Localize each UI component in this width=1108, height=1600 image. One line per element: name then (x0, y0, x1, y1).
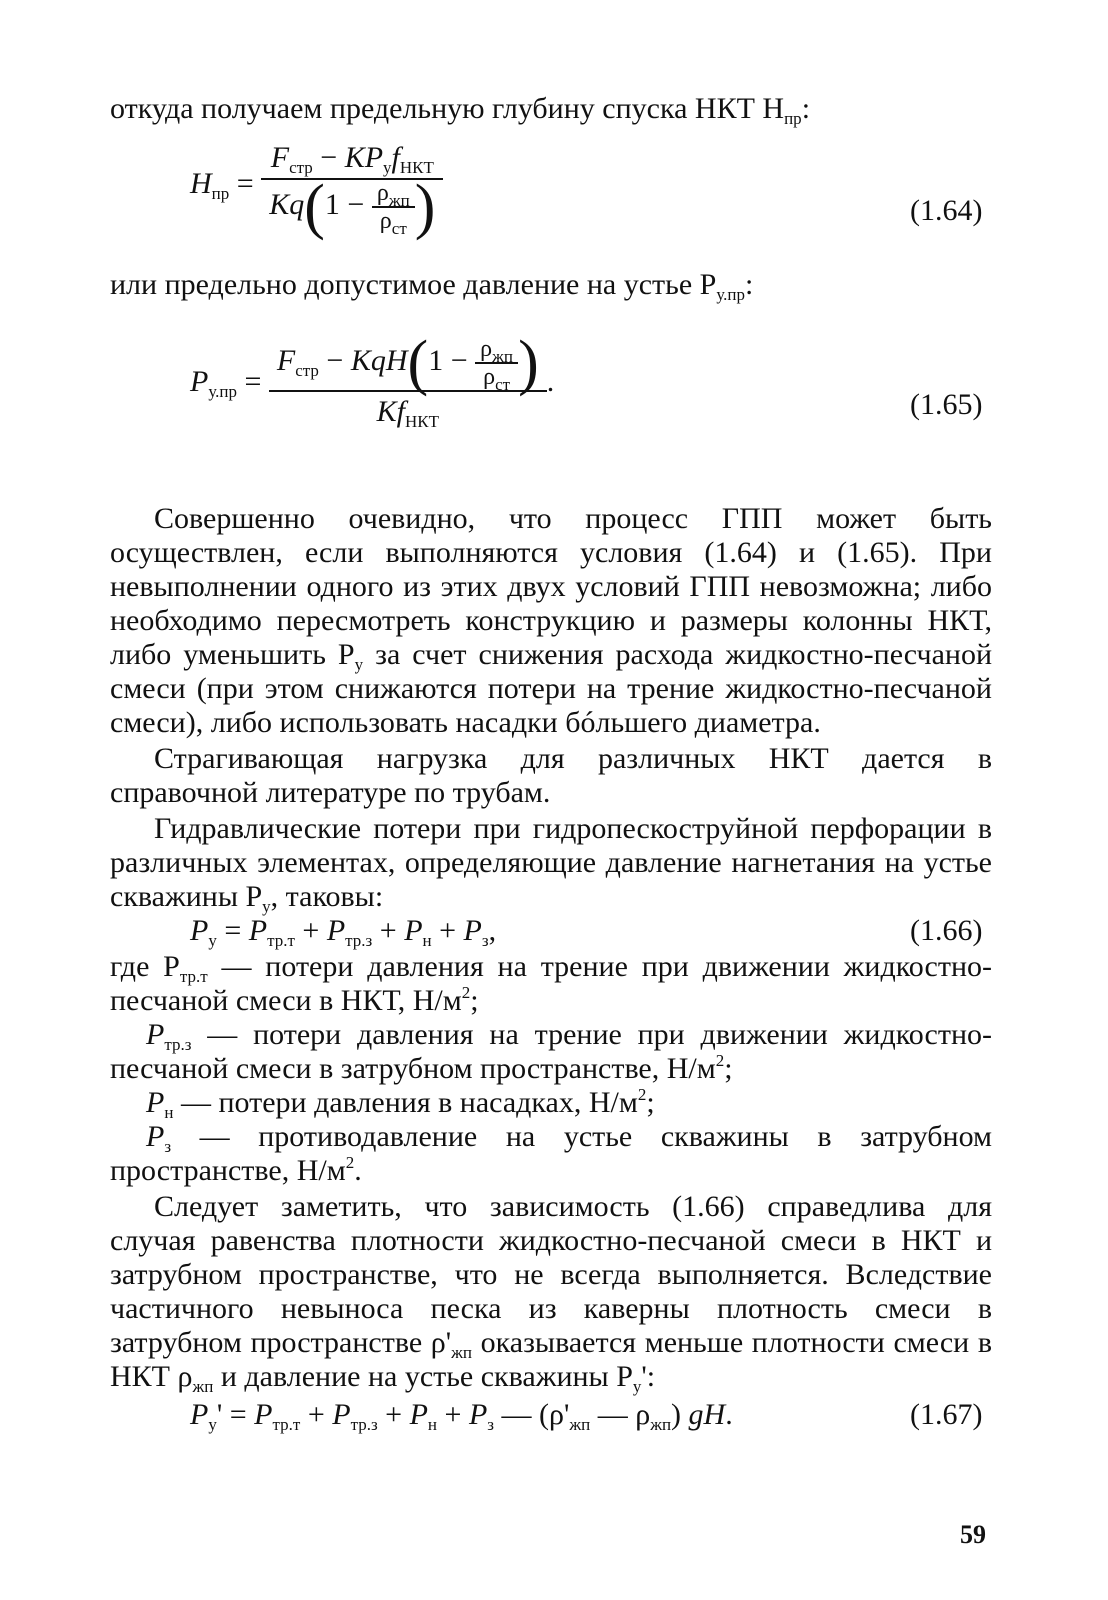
formula-1-65: $P_{у.пр}$ = $F_{стр} - KqH(1$ − $\frac{\rho_{жп}}{\rho_{ст}}$ ) $Kf_{НКТ}$ . (190, 329, 555, 431)
definition-p-z: $P_з$ — противодавление на устье скважины в затрубном пространстве, $Н/м^2$. (110, 1120, 992, 1187)
intro-line-2 (110, 268, 992, 302)
intro-line-1 (110, 92, 992, 126)
paragraph-3: Гидравлические потери при гидропескоструйной перфорации в различных элементах, определяющие давление нагнетания на устье скважины $P_у$, таковы: (110, 812, 992, 916)
formula-1-64: $H_{пр}$ = $F_{стр} - KP_уf_{НКТ}$ Kq(1 − $\frac{\rho_{жп}}{\rho_{ст}}$ ) (190, 138, 443, 234)
equation-number-1-65: (1.65) (910, 388, 983, 421)
paragraph-4: Следует заметить, что зависимость (1.66) справедлива для случая равенства плотности жидкостно-песчаной смеси в НКТ и затрубном пространстве, что не всегда выполняется. Вследствие частичного невыноса песка из каверны плотность смеси в затрубном пространстве $\rho'_{жп}$ оказывается меньше плотности смеси в НКТ $\rho_{жп}$ и давление на устье скважины $P_у'$: (110, 1190, 992, 1396)
paragraph-2: Страгивающая нагрузка для различных НКТ дается в справочной литературе по трубам. (110, 742, 992, 809)
equation-number-1-67: (1.67) (910, 1398, 983, 1431)
equation-number-1-64: (1.64) (910, 194, 983, 227)
paragraph-1: Совершенно очевидно, что процесс ГПП может быть осуществлен, если выполняются условия (1.64) и (1.65). При невыполнении одного из этих двух условий ГПП невозможна; либо необходимо пересмотреть конструкцию и размеры колонны НКТ, либо уменьшить $P_у$ за счет снижения расхода жидкостно-песчаной смеси (при этом снижаются потери на трение жидкостно-песчаной смеси), либо использовать насадки бóльшего диаметра. (110, 502, 993, 739)
punctuation: : (745, 268, 754, 301)
punctuation: : (801, 92, 811, 125)
definition-p-tr-t: где $P_{тр.т}$ — потери давления на трение при движении жидкостно-песчаной смеси в НКТ, $Н/м^2$; (110, 950, 992, 1017)
subscript: пр (784, 109, 802, 128)
subscript: у.пр (716, 285, 745, 304)
formula-1-66: $P_у = P_{тр.т} + P_{тр.з} + P_н + P_з$, (190, 914, 497, 950)
intro-text: откуда получаем предельную глубину спуска НКТ H (110, 92, 785, 125)
definition-p-tr-z: $P_{тр.з}$ — потери давления на трение при движении жидкостно-песчаной смеси в затрубном пространстве, $Н/м^2$; (110, 1018, 992, 1085)
definition-p-n: $P_н$ — потери давления в насадках, $Н/м^2$; (146, 1085, 655, 1122)
formula-1-67: $P_у' = P_{тр.т} + P_{тр.з} + P_н + P_з$ — ($\rho'_{жп}$ — $\rho_{жп}$) gH. (190, 1398, 733, 1434)
equation-number-1-66: (1.66) (910, 914, 983, 947)
intro-text: или предельно допустимое давление на устье P (110, 268, 717, 301)
page-number: 59 (960, 1520, 986, 1549)
